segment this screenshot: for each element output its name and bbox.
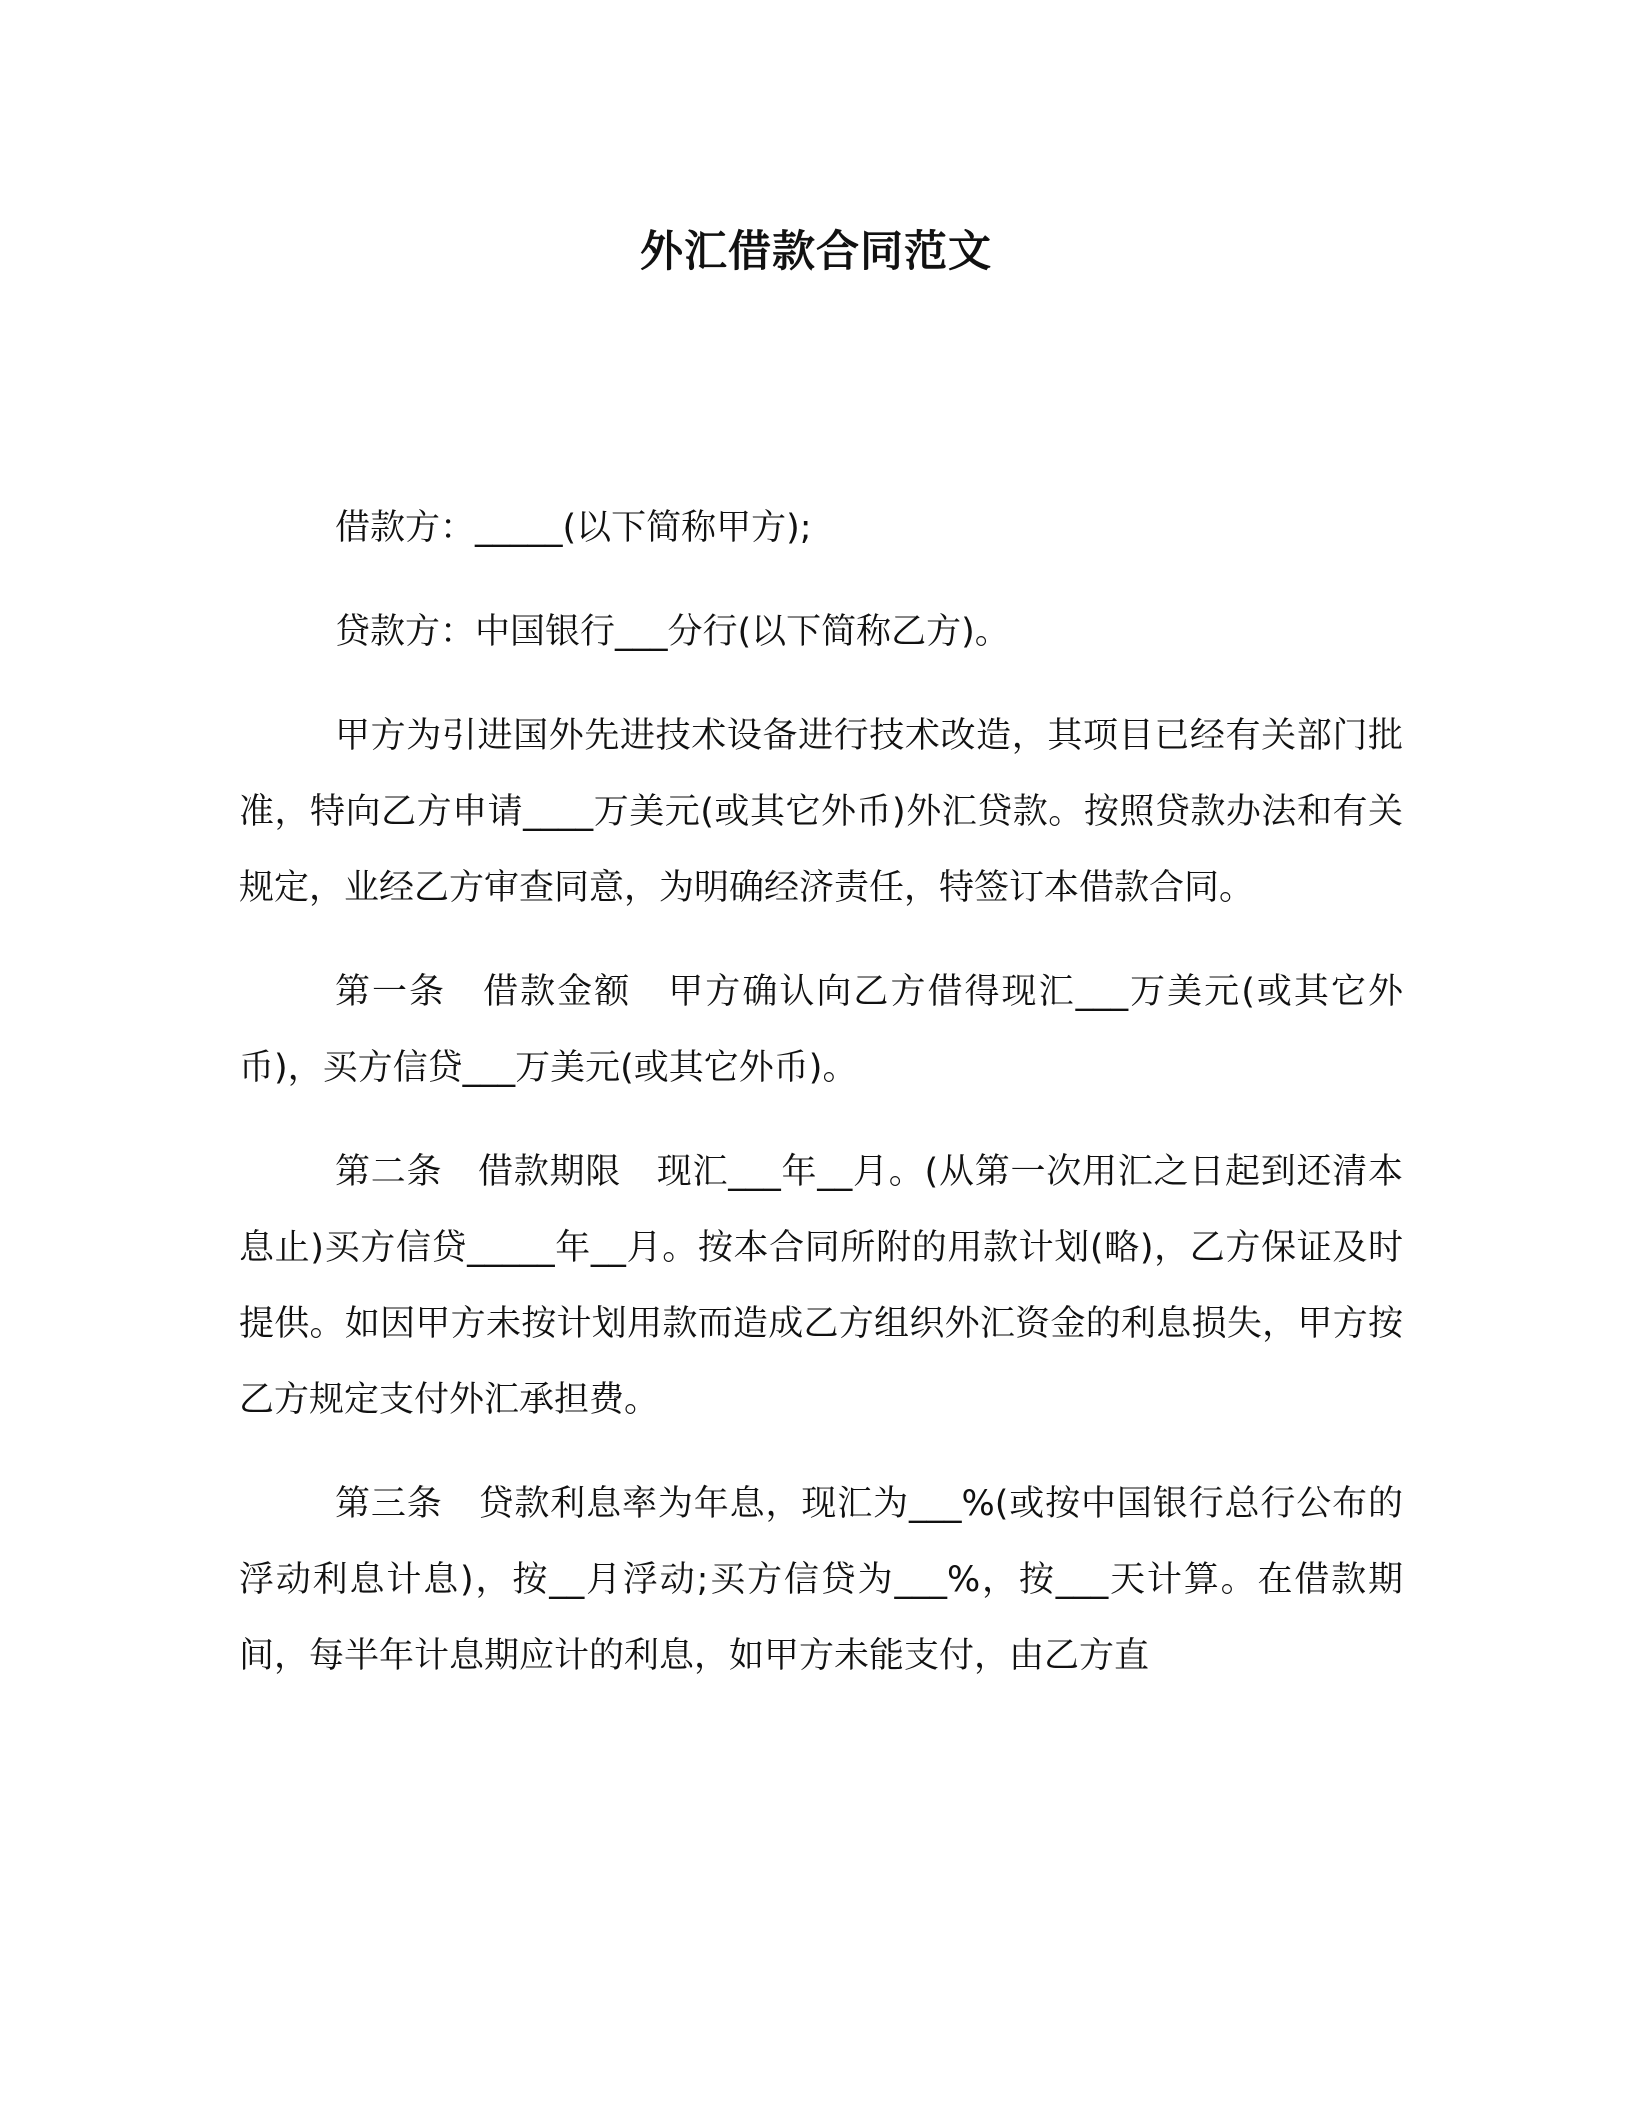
- article-1-paragraph: 第一条 借款金额 甲方确认向乙方借得现汇___万美元(或其它外币)，买方信贷___万美元(或其它外币)。: [239, 972, 1403, 1088]
- article-2-paragraph: 第二条 借款期限 现汇___年__月。(从第一次用汇之日起到还清本息止)买方信贷_____年__月。按本合同所附的用款计划(略)，乙方保证及时提供。如因甲方未按计划用款而造成乙方组织外汇资金的利息损失，甲方按乙方规定支付外汇承担费。: [239, 1152, 1403, 1420]
- borrower-line: 借款方：_____(以下简称甲方);: [335, 508, 812, 548]
- lender-line: 贷款方：中国银行___分行(以下简称乙方)。: [335, 612, 1010, 652]
- document-body: [239, 490, 1403, 1722]
- document-title: 外汇借款合同范文: [640, 227, 992, 277]
- article-3-paragraph: 第三条 贷款利息率为年息，现汇为___%(或按中国银行总行公布的浮动利息计息)，按__月浮动;买方信贷为___%，按___天计算。在借款期间，每半年计息期应计的利息，如甲方未能支付，由乙方直: [239, 1484, 1403, 1676]
- preamble-paragraph: 甲方为引进国外先进技术设备进行技术改造，其项目已经有关部门批准，特向乙方申请____万美元(或其它外币)外汇贷款。按照贷款办法和有关规定，业经乙方审查同意，为明确经济责任，特签订本借款合同。: [239, 716, 1403, 908]
